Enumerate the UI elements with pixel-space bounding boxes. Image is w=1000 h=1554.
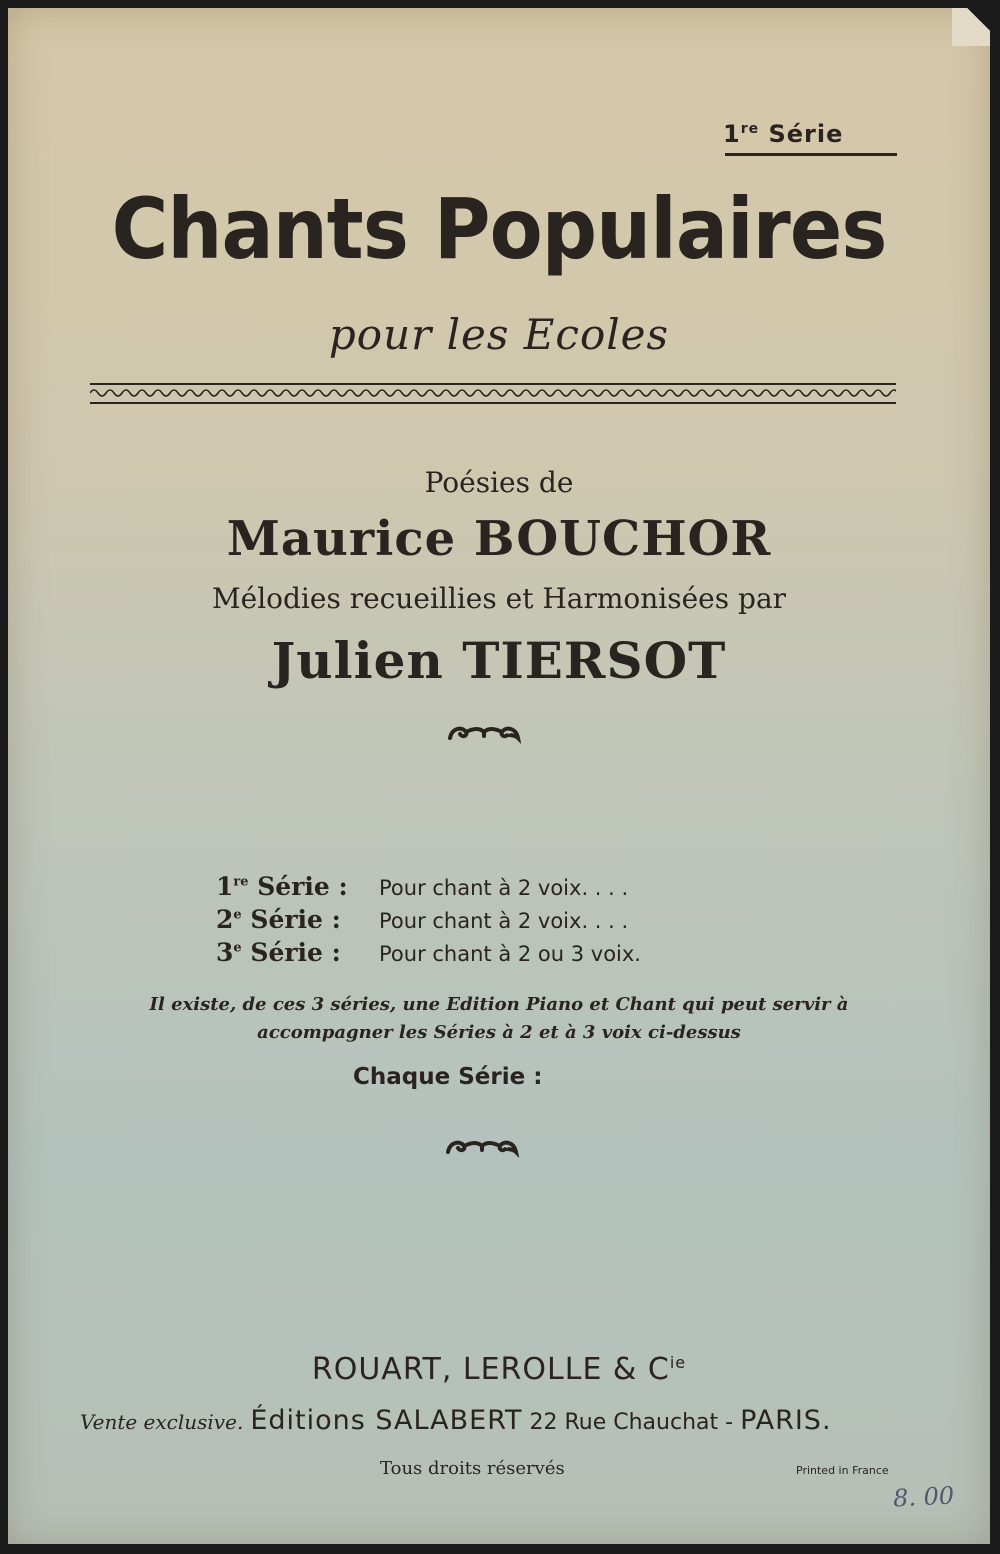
- series-desc: Pour chant à 2 voix. . . .: [379, 876, 629, 900]
- series-label: 1re Série :: [216, 872, 348, 901]
- publisher-name: ROUART, LEROLLE & $C^{ie}$: [311, 1352, 687, 1387]
- address: 22 Rue Chauchat -: [529, 1410, 741, 1435]
- ornament-icon: [444, 720, 524, 746]
- rights-reserved: Tous droits réservés: [380, 1458, 565, 1479]
- series-desc: Pour chant à 2 ou 3 voix.: [379, 942, 641, 966]
- ornament-icon: [442, 1134, 522, 1160]
- poesies-label: Poésies de: [424, 466, 574, 499]
- folded-corner: [952, 8, 990, 46]
- distribution-line: [80, 1405, 832, 1436]
- city: PARIS.: [740, 1405, 832, 1436]
- series-tag-underline: [725, 153, 897, 156]
- score-cover: [8, 8, 990, 1544]
- series-label: 2e Série :: [216, 905, 341, 934]
- melodies-label: Mélodies recueillies et Harmonisées par: [211, 582, 787, 615]
- series-label: 3e Série :: [216, 938, 341, 967]
- edition-note-line1: Il existe, de ces 3 séries, une Edition Piano et Chant qui peut servir à: [149, 994, 849, 1015]
- handwritten-price: 8. 00: [892, 1481, 955, 1513]
- series-tag: 1re Série: [723, 120, 844, 148]
- printed-in-france: Printed in France: [796, 1464, 889, 1477]
- composer-name: Julien TIERSOT: [271, 631, 727, 690]
- wavy-divider: [90, 381, 896, 409]
- vente-label: Vente exclusive.: [80, 1410, 244, 1434]
- poet-name: Maurice BOUCHOR: [226, 511, 772, 567]
- cover-subtitle: pour les Ecoles: [328, 310, 670, 359]
- series-desc: Pour chant à 2 voix. . . .: [379, 909, 629, 933]
- cover-title: Chants Populaires: [111, 180, 887, 278]
- editions-name: Éditions SALABERT: [250, 1405, 523, 1436]
- price-label: Chaque Série :: [353, 1064, 543, 1090]
- edition-note-line2: accompagner les Séries à 2 et à 3 voix ci-dessus: [257, 1022, 741, 1043]
